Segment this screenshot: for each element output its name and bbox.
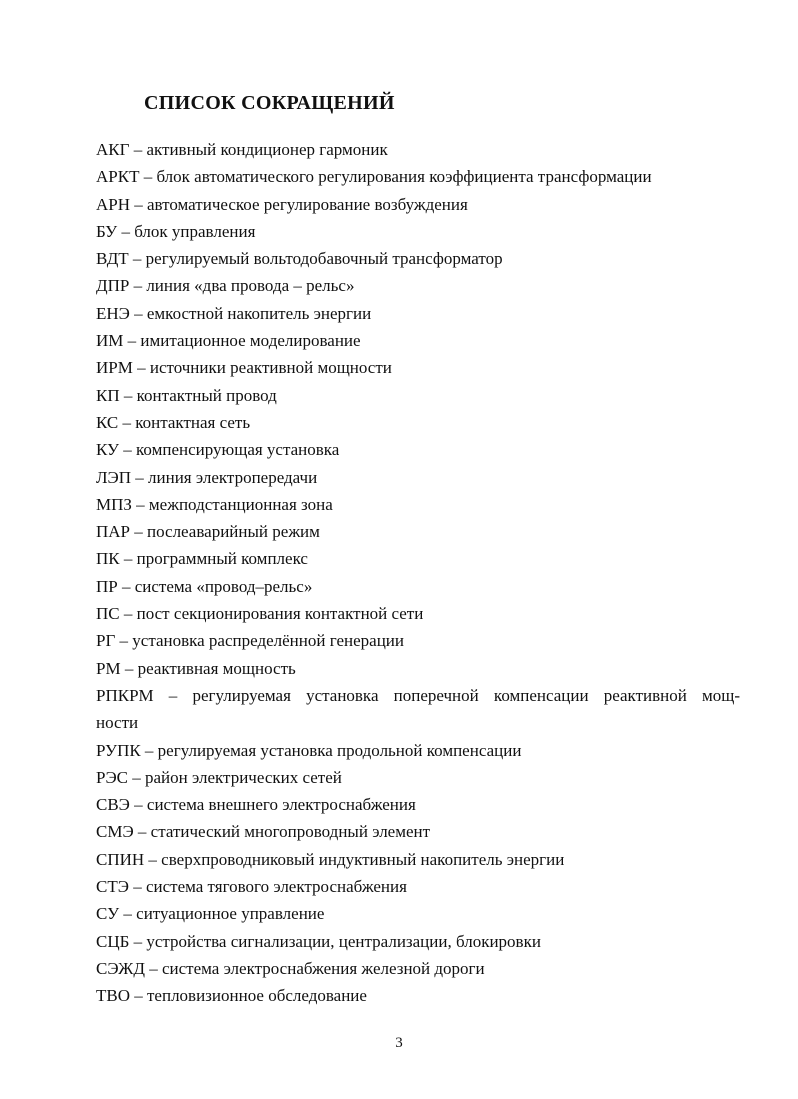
list-item: ЕНЭ – емкостной накопитель энергии [96, 303, 372, 323]
abbreviation-list [96, 136, 740, 1010]
list-item: СВЭ – система внешнего электроснабжения [96, 795, 416, 815]
list-item: КУ – компенсирующая установка [96, 440, 340, 460]
list-item: ЛЭП – линия электропередачи [96, 467, 318, 487]
list-item: ПР – система «провод–рельс» [96, 576, 313, 596]
list-item: АРН – автоматическое регулирование возбуждения [96, 194, 468, 214]
list-item-continuation: ности [96, 713, 139, 733]
list-item: СПИН – сверхпроводниковый индуктивный накопитель энергии [96, 849, 565, 869]
list-item: СУ – ситуационное управление [96, 904, 325, 924]
list-item: КП – контактный провод [96, 385, 277, 405]
list-item: СМЭ – статический многопроводный элемент [96, 822, 431, 842]
list-item: СТЭ – система тягового электроснабжения [96, 877, 407, 897]
list-item: АКГ – активный кондиционер гармоник [96, 140, 388, 159]
list-item: РЭС – район электрических сетей [96, 767, 342, 787]
list-item: КС – контактная сеть [96, 412, 251, 432]
list-item: ТВО – тепловизионное обследование [96, 986, 367, 1006]
list-item: ДПР – линия «два провода – рельс» [96, 276, 355, 296]
page-number: 3 [395, 1035, 403, 1051]
list-item: ПС – пост секционирования контактной сети [96, 604, 424, 624]
list-item: РУПК – регулируемая установка продольной компенсации [96, 740, 522, 760]
list-item: ИРМ – источники реактивной мощности [96, 358, 392, 378]
list-item: РПКРМ – регулируемая установка поперечной компенсации реактивной мощ- [96, 685, 740, 705]
list-item: МПЗ – межподстанционная зона [96, 494, 333, 514]
list-item: ПАР – послеаварийный режим [96, 522, 320, 542]
list-item: РМ – реактивная мощность [96, 658, 296, 678]
list-item: СЭЖД – система электроснабжения железной дороги [96, 958, 485, 978]
list-item: БУ – блок управления [96, 221, 256, 241]
list-item: ПК – программный комплекс [96, 549, 308, 569]
list-item: РГ – установка распределённой генерации [96, 631, 404, 651]
list-item: ИМ – имитационное моделирование [96, 331, 361, 351]
list-item: АРКТ – блок автоматического регулирования коэффициента трансформации [96, 167, 652, 187]
list-item: СЦБ – устройства сигнализации, централизации, блокировки [96, 931, 541, 951]
page-title: СПИСОК СОКРАЩЕНИЙ [144, 92, 395, 114]
list-item: ВДТ – регулируемый вольтодобавочный трансформатор [96, 249, 503, 269]
